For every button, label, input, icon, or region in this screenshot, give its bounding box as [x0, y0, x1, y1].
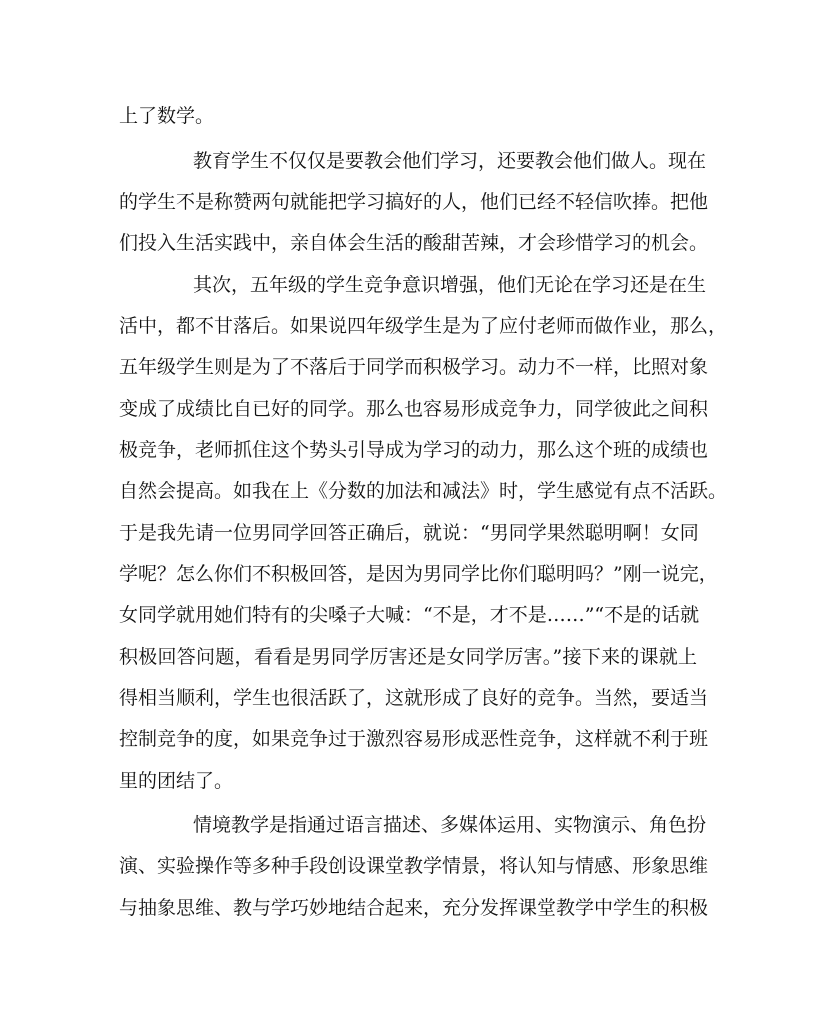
- text-line: 情境教学是指通过语言描述、多媒体运用、实物演示、角色扮: [193, 814, 707, 836]
- text-line: 们投入生活实践中，亲自体会生活的酸甜苦辣，才会珍惜学习的机会。: [119, 232, 709, 254]
- text-line: 控制竞争的度，如果竞争过于激烈容易形成恶性竞争，这样就不利于班: [119, 728, 709, 750]
- text-line: 其次，五年级的学生竞争意识增强，他们无论在学习还是在生: [193, 274, 707, 296]
- text-line: 积极回答问题，看看是男同学厉害还是女同学厉害。”接下来的课就上: [119, 646, 697, 668]
- text-line: 得相当顺利，学生也很活跃了，这就形成了良好的竞争。当然，要适当: [119, 687, 709, 709]
- text-line: 五年级学生则是为了不落后于同学而积极学习。动力不一样，比照对象: [119, 356, 709, 378]
- text-line: 变成了成绩比自已好的同学。那么也容易形成竞争力，同学彼此之间积: [119, 398, 709, 420]
- text-line: 于是我先请一位男同学回答正确后，就说：“男同学果然聪明啊！女同: [119, 522, 699, 544]
- text-line: 教育学生不仅仅是要教会他们学习，还要教会他们做人。现在: [193, 150, 707, 172]
- text-line: 里的团结了。: [119, 770, 234, 792]
- text-line: 极竞争，老师抓住这个势头引导成为学习的动力，那么这个班的成绩也: [119, 439, 709, 461]
- text-line: 活中，都不甘落后。如果说四年级学生是为了应付老师而做作业，那么，: [119, 315, 728, 337]
- text-line: 学呢？怎么你们不积极回答，是因为男同学比你们聪明吗？”刚一说完，: [119, 563, 718, 585]
- text-line: 上了数学。: [119, 105, 215, 127]
- text-line: 的学生不是称赞两句就能把学习搞好的人，他们已经不轻信吹捧。把他: [119, 191, 709, 213]
- text-line: 与抽象思维、教与学巧妙地结合起来，充分发挥课堂教学中学生的积极: [119, 897, 709, 919]
- text-line: 演、实验操作等多种手段创设课堂教学情景，将认知与情感、形象思维: [119, 855, 709, 877]
- text-line: 自然会提高。如我在上《分数的加法和减法》时，学生感觉有点不活跃。: [119, 480, 728, 502]
- text-line: 女同学就用她们特有的尖嗓子大喊：“不是，才不是……”“不是的话就: [119, 604, 700, 626]
